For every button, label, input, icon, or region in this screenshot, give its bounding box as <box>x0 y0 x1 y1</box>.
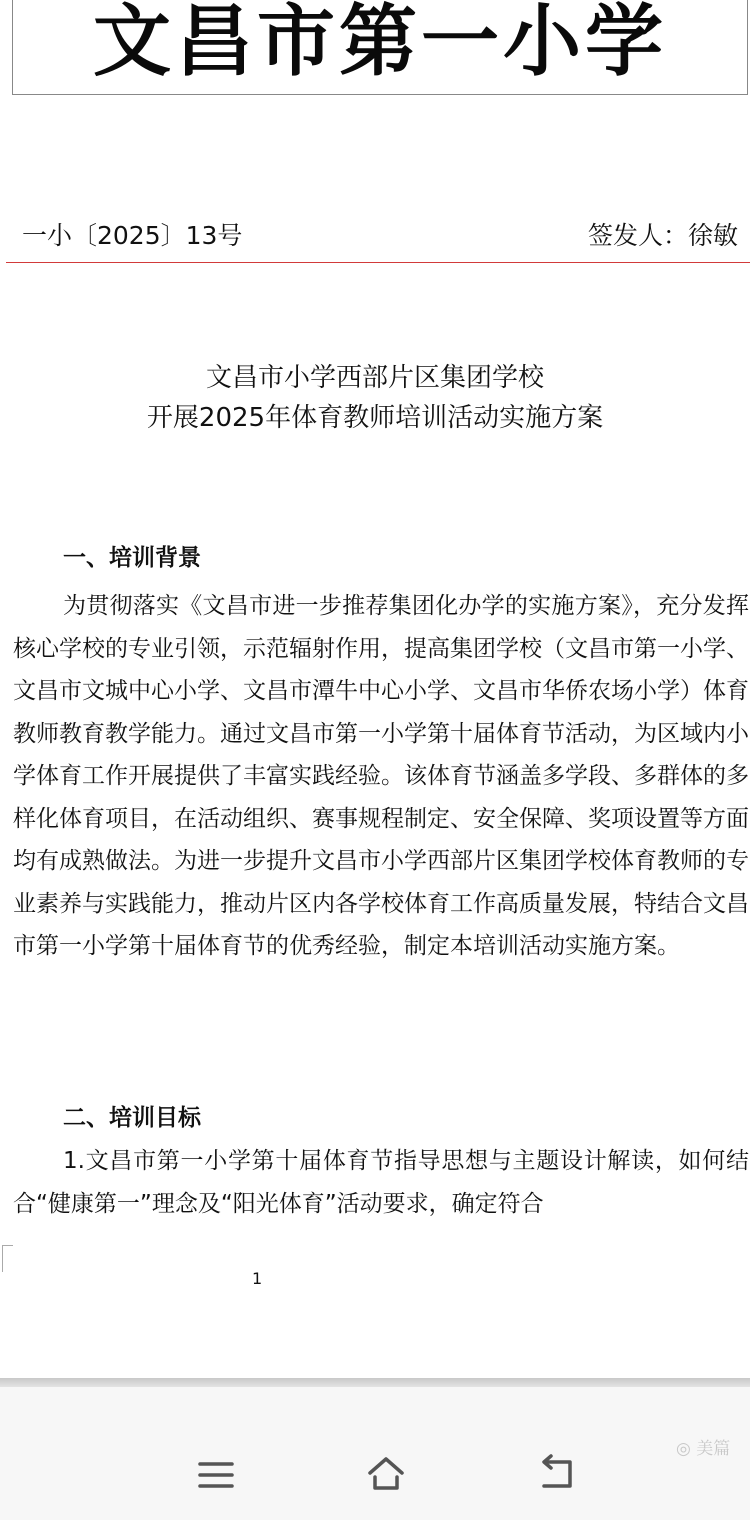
red-divider-line <box>6 262 750 263</box>
document-number: 一小〔2025〕13号 <box>22 221 243 250</box>
back-icon[interactable] <box>538 1452 578 1496</box>
section-body-background: 为贯彻落实《文昌市进一步推荐集团化办学的实施方案》，充分发挥核心学校的专业引领，示范辐射作用，提高集团学校（文昌市第一小学、文昌市文城中心小学、文昌市潭牛中心小学、文昌市华侨农场小学）体育教师教育教学能力。通过文昌市第一小学第十届体育节活动，为区域内小学体育工作开展提供了丰富实践经验。该体育节涵盖多学段、多群体的多样化体育项目，在活动组织、赛事规程制定、安全保障、奖项设置等方面均有成熟做法。为进一步提升文昌市小学西部片区集团学校体育教师的专业素养与实践能力，推动片区内各学校体育工作高质量发展，特结合文昌市第一小学第十届体育节的优秀经验，制定本培训活动实施方案。 <box>13 593 749 959</box>
masthead-box <box>12 0 748 95</box>
section-heading-goals: 二、培训目标 <box>63 1105 201 1131</box>
doc-title-line2: 开展2025年体育教师培训活动实施方案 <box>146 403 604 433</box>
menu-icon[interactable] <box>196 1452 236 1496</box>
home-icon[interactable] <box>366 1452 406 1496</box>
watermark <box>676 1437 730 1461</box>
page-number: 1 <box>252 1269 263 1288</box>
page-corner-mark <box>2 1245 13 1272</box>
section-body-goals: 1.文昌市第一小学第十届体育节指导思想与主题设计解读，如何结合“健康第一”理念及“阳光体育”活动要求，确定符合 <box>13 1148 749 1217</box>
page-separator <box>0 1378 750 1387</box>
masthead-title: 文昌市第一小学 <box>92 0 667 87</box>
watermark-logo-icon: ◎ <box>676 1439 691 1459</box>
signer: 签发人：徐敏 <box>587 221 738 250</box>
doc-title-line1: 文昌市小学西部片区集团学校 <box>205 363 544 393</box>
section-heading-background: 一、培训背景 <box>63 545 201 571</box>
watermark-text: 美篇 <box>696 1439 731 1459</box>
